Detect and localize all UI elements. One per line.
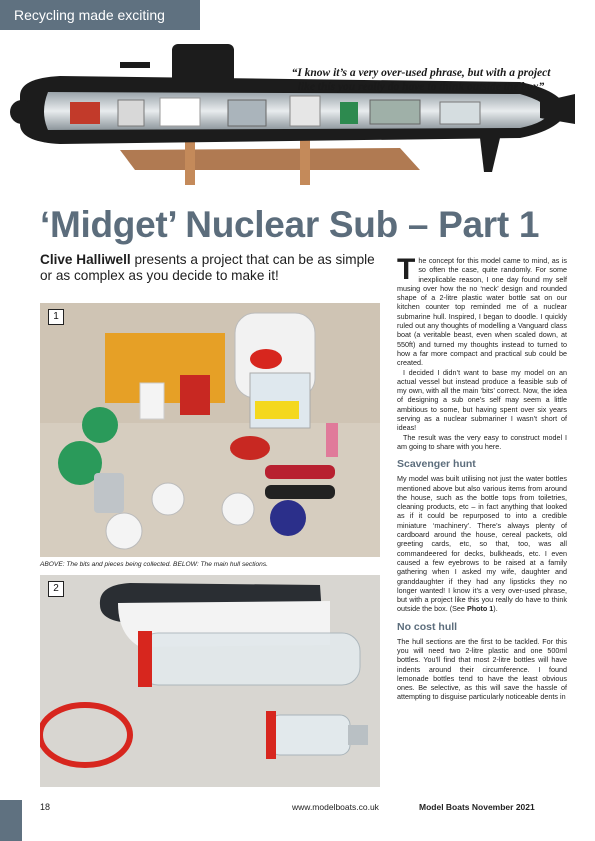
red-bottle-top [180, 375, 210, 415]
machinery-green [340, 102, 358, 124]
machinery-tank [118, 100, 144, 126]
folio-bar [0, 800, 22, 841]
paragraph-text: ). [493, 604, 498, 614]
machinery-module [290, 96, 320, 126]
page-number: 18 [40, 802, 51, 812]
standfirst [40, 252, 380, 284]
submarine-nose [10, 100, 34, 124]
photo-1 [40, 303, 380, 557]
machinery-reactor [228, 100, 266, 126]
green-cap [82, 407, 118, 443]
dropcap: T [397, 253, 416, 286]
pull-quote: “I know it’s a very over-used phrase, but with a project like this you really do have to think outside the box” [291, 67, 551, 93]
article-paragraph-1 [397, 253, 567, 368]
photo-2-number: 2 [48, 581, 64, 597]
small-bottle [270, 715, 350, 755]
article-paragraph-3: The result was the very easy to construct model I am going to share with you here. [397, 432, 567, 451]
photo-2 [40, 575, 380, 787]
stand-base [120, 148, 420, 170]
author-name: Clive Halliwell [40, 252, 131, 267]
article-paragraph-5: The hull sections are the first to be tackled. For this you will need two 2-litre plastic and one 500ml bottles. You’ll find that most 2-litre bottles will have indents around their circumference. I found lemonade bottles tend to have the least obvious ones. Be selective, as this will save the hassle of attempting to disguise particularly noticeable dents in [397, 636, 567, 702]
small-red-band [266, 711, 276, 759]
subheading-no-cost-hull: No cost hull [397, 620, 458, 633]
pink-tube [326, 423, 338, 457]
bottle-top [140, 383, 164, 419]
paragraph-text: My model was built utilising not just the water bottles mentioned above but also various items from around the house, such as the bottle tops from toiletries, cleaning products, etc – in fact anything that looked as if it could be repurposed to into a credible miniature ‘machinery’. There’s always plenty of cardboard around the house, cereal packets, old greeting cards, etc, so that, too, was all commandeered for decks, bulkheads, etc. I even caused a few eyebrows to be raised at a family gathering when I asked my wife, daughter and granddaughter if they had any lipsticks they no longer wanted! I know it’s a very over-used phrase, but with a project like this you really do have to think outside the box. (See [397, 474, 567, 614]
standfirst-text: presents a project that can be as simple or as complex as you decide to make it! [40, 252, 375, 283]
submarine-illustration [0, 30, 595, 212]
machinery-red [70, 102, 100, 124]
machinery-turbine [370, 100, 420, 124]
submarine-sail [172, 44, 234, 90]
red-cap [250, 349, 282, 369]
footer-url[interactable]: www.modelboats.co.uk [292, 802, 379, 812]
photo-1-number: 1 [48, 309, 64, 325]
metal-tube [94, 473, 124, 513]
machinery-aft [440, 102, 480, 124]
article-paragraph-4 [397, 474, 567, 613]
fin-planes [120, 62, 150, 68]
section-tab: Recycling made exciting [0, 0, 200, 30]
article-paragraph-2: I decided I didn’t want to base my model on an actual vessel but instead produce a feasible sub of my own, with all the main ‘bits’ correct. Now, the idea of designing a sub one’s self may seem a little ambitious to some, but having spent over six years serving as a nuclear submariner I wasn’t short of ideas! [397, 367, 567, 433]
red-band [138, 631, 152, 687]
blue-cap [270, 500, 306, 536]
hero-submarine-photo [0, 30, 595, 212]
footer-magazine: Model Boats November 2021 [419, 802, 535, 812]
page-title: ‘Midget’ Nuclear Sub – Part 1 [40, 204, 540, 245]
bottle-neck [348, 725, 368, 745]
subheading-scavenger-hunt: Scavenger hunt [397, 458, 476, 471]
photo-caption: ABOVE: The bits and pieces being collected. BELOW: The main hull sections. [40, 561, 268, 568]
rudder [480, 138, 500, 172]
lipstick [265, 485, 335, 499]
clear-bottle-section [140, 633, 360, 685]
photo-2-illustration [40, 575, 380, 787]
lipstick [265, 465, 335, 479]
white-cap [106, 513, 142, 549]
paragraph-text: he concept for this model came to mind, as is so often the case, quite randomly. For some inexplicable reason, I one day found my self musing over how the no ‘neck’ design and rounded shape of a 2-litre plastic water bottle sat on our kitchen counter top reminded me of a nuclear submarine hull. Inspired, I began to doodle. I quickly ruled out any thoughts of modelling a Vanguard class boat (a veritable beast, even when scaled down, at 550ft) and turned my thoughts instead to turned to how a far more compact and practical sub could be created. [397, 256, 567, 368]
article-column [397, 253, 567, 702]
container [250, 373, 310, 428]
photo-1-illustration [40, 303, 380, 557]
photo-reference: Photo 1 [466, 604, 494, 614]
machinery-block [160, 98, 200, 126]
red-dome-cap [230, 436, 270, 460]
white-cap [152, 483, 184, 515]
yellow-tray [255, 401, 299, 419]
white-cap [222, 493, 254, 525]
